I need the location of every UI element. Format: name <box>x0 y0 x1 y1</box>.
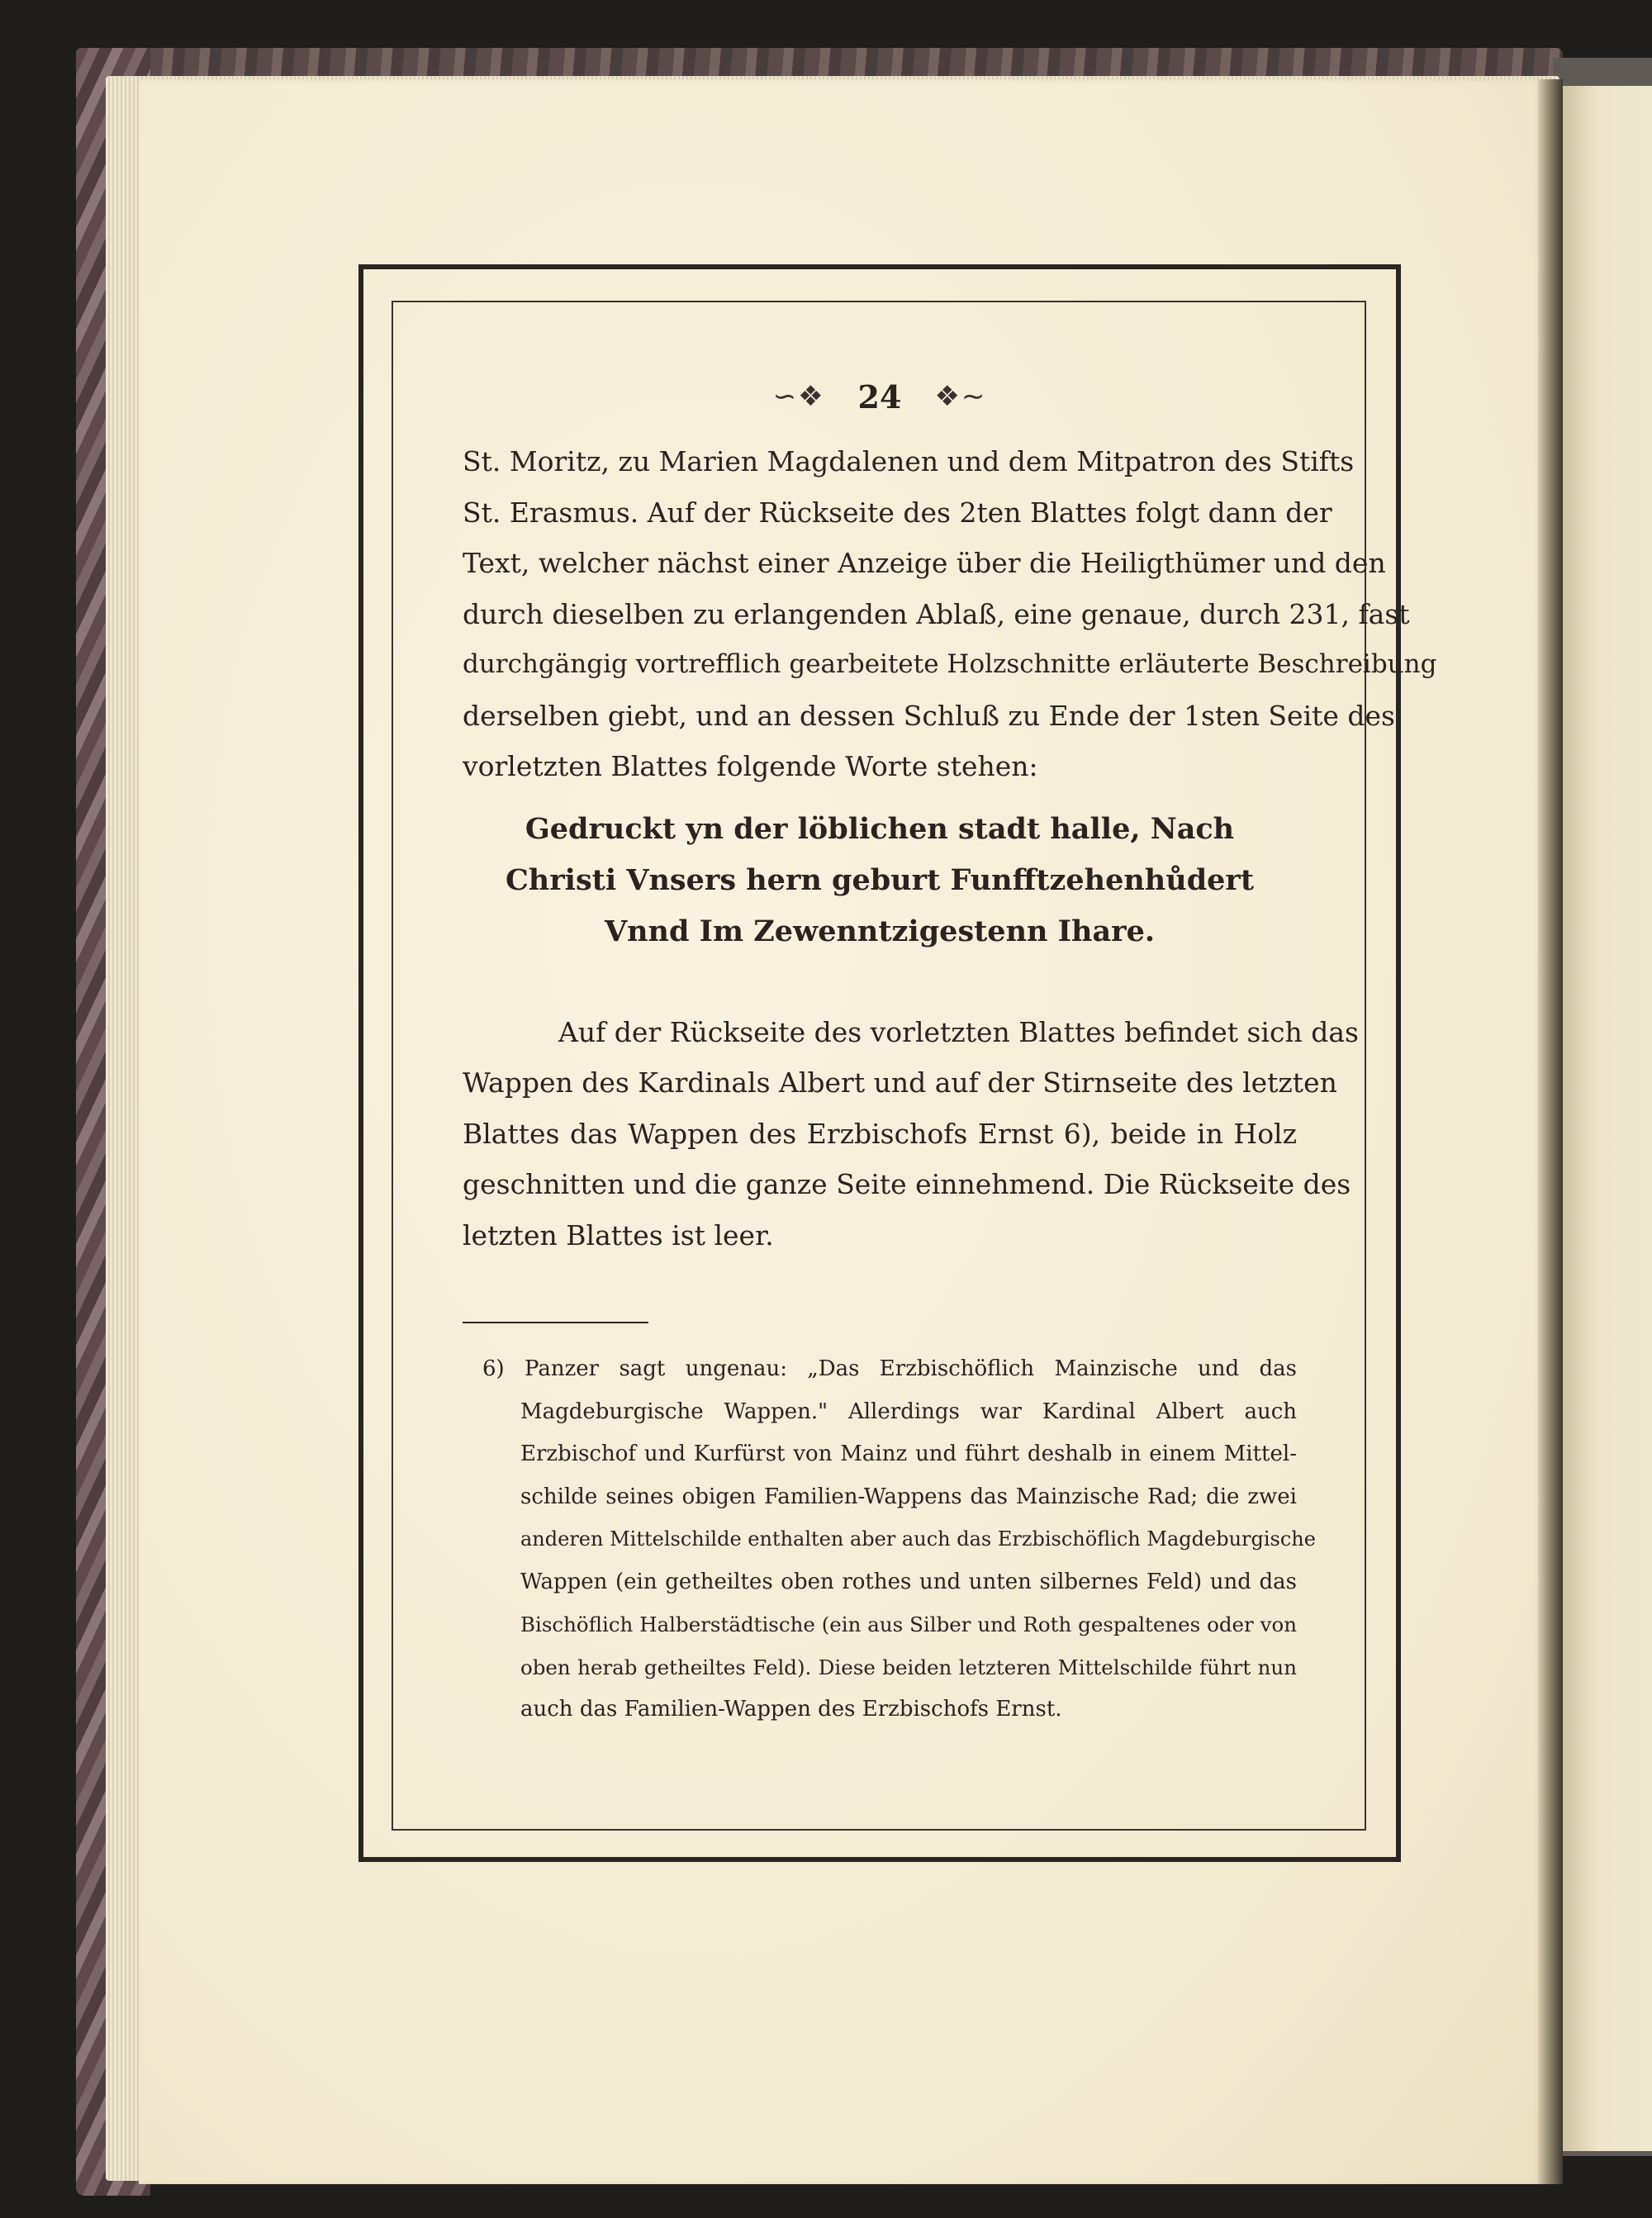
footnote-line: schilde seines obigen Familien-Wappens das Mainzische Rad; die zwei <box>520 1484 1297 1509</box>
footnote-line: Erzbischof und Kurfürst von Mainz und führt deshalb in einem Mittel- <box>520 1441 1297 1466</box>
text-line: letzten Blattes ist leer. <box>463 1218 774 1251</box>
footnote-line: auch das Familien-Wappen des Erzbischofs Ernst. <box>520 1697 1062 1722</box>
colophon-quote <box>463 804 1297 957</box>
quote-line: Christi Vnsers hern geburt Funfftzehenhůdert <box>505 862 1255 897</box>
text-line: St. Erasmus. Auf der Rückseite des 2ten Blattes folgt dann der <box>463 496 1332 529</box>
footnote-line: Bischöflich Halberstädtische (ein aus Silber und Roth gespaltenes oder von <box>520 1612 1297 1636</box>
paragraph-1 <box>463 436 1437 792</box>
footnote-separator <box>463 1322 648 1323</box>
text-line: Blattes das Wappen des Erzbischofs Ernst 6), beide in Holz <box>463 1117 1297 1150</box>
quote-line: Vnnd Im Zewenntzigestenn Ihare. <box>604 914 1156 948</box>
paragraph-2 <box>463 1007 1359 1261</box>
text-line: durch dieselben zu erlangenden Ablaß, eine genaue, durch 231, fast <box>463 597 1410 630</box>
text-line: geschnitten und die ganze Seite einnehmend. Die Rückseite des <box>463 1168 1351 1200</box>
page-number: 24 <box>857 378 902 416</box>
text-line: Auf der Rückseite des vorletzten Blattes befindet sich das <box>558 1015 1359 1048</box>
text-line: durchgängig vortrefflich gearbeitete Holzschnitte erläuterte Beschreibung <box>463 649 1437 679</box>
footnote-line: anderen Mittelschilde enthalten aber auch das Erzbischöflich Magdeburgische <box>520 1527 1316 1551</box>
text-line: vorletzten Blattes folgende Worte stehen: <box>463 750 1038 782</box>
footnote-line: Magdeburgische Wappen." Allerdings war Kardinal Albert auch <box>520 1399 1297 1424</box>
footnote-line: oben herab getheiltes Feld). Diese beiden letzteren Mittelschilde führt nun <box>520 1655 1297 1679</box>
page-header <box>463 363 1297 430</box>
quote-line: Gedruckt yn der löblichen stadt halle, Nach <box>525 811 1235 846</box>
facing-page <box>1563 86 1652 2151</box>
footnote-line: Wappen (ein getheiltes oben rothes und unten silbernes Feld) und das <box>520 1569 1297 1594</box>
page-content <box>463 363 1437 1731</box>
text-line: derselben giebt, und an dessen Schluß zu Ende der 1sten Seite des <box>463 699 1395 732</box>
footnote-6 <box>463 1348 1316 1731</box>
book-gutter <box>1538 79 1563 2184</box>
text-line: St. Moritz, zu Marien Magdalenen und dem Mitpatron des Stifts <box>463 445 1355 477</box>
text-line: Wappen des Kardinals Albert und auf der Stirnseite des letzten <box>463 1066 1337 1099</box>
ornament-right-icon: ❖∼ <box>934 380 987 413</box>
text-line: Text, welcher nächst einer Anzeige über die Heiligthümer und den <box>463 547 1386 579</box>
ornament-left-icon: ∽❖ <box>772 380 825 413</box>
footnote-line: 6) Panzer sagt ungenau: „Das Erzbischöflich Mainzische und das <box>482 1356 1297 1381</box>
